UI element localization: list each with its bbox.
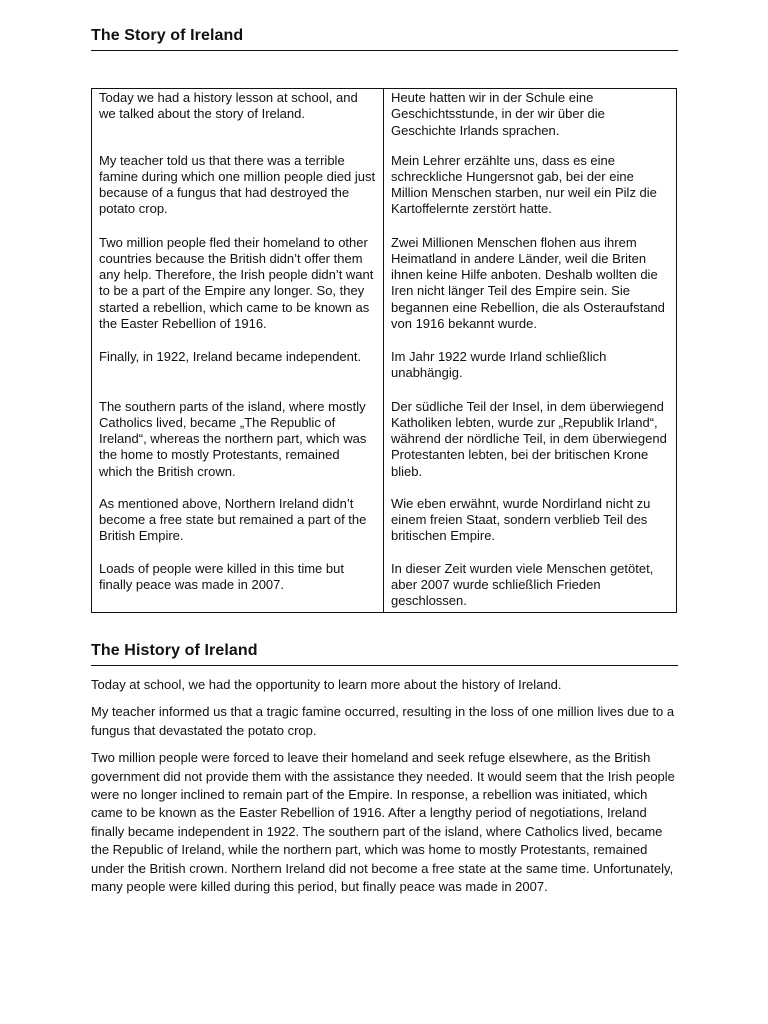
bilingual-story-table xyxy=(91,88,677,613)
german-cell xyxy=(384,349,677,399)
german-text: In dieser Zeit wurden viele Menschen getötet, aber 2007 wurde schließlich Frieden geschlossen. xyxy=(391,560,654,609)
table-row xyxy=(92,496,677,561)
german-text: Wie eben erwähnt, wurde Nordirland nicht zu einem freien Staat, sondern verblieb Teil des britischen Empire. xyxy=(391,495,651,544)
german-cell xyxy=(384,89,677,153)
english-text: As mentioned above, Northern Ireland didn’t become a free state but remained a part of the British Empire. xyxy=(99,495,367,544)
english-cell xyxy=(92,496,384,561)
english-text: My teacher told us that there was a terrible famine during which one million people died just because of a fungus that had destroyed the potato crop. xyxy=(99,152,376,217)
document-page xyxy=(91,26,678,895)
german-cell xyxy=(384,561,677,613)
section-title-history: The History of Ireland xyxy=(91,641,678,666)
english-cell xyxy=(92,235,384,349)
english-cell xyxy=(92,399,384,496)
german-cell xyxy=(384,399,677,496)
german-text: Heute hatten wir in der Schule eine Geschichtsstunde, in der wir über die Geschichte Irlands sprachen. xyxy=(391,90,605,138)
english-text: The southern parts of the island, where mostly Catholics lived, became „The Republic of Ireland“, whereas the northern part, which was the home to mostly Protestants, remained which the British crown. xyxy=(99,398,367,479)
german-text: Im Jahr 1922 wurde Irland schließlich unabhängig. xyxy=(391,348,607,380)
table-row xyxy=(92,349,677,399)
english-cell xyxy=(92,349,384,399)
table-row xyxy=(92,399,677,496)
history-paragraph: Today at school, we had the opportunity to learn more about the history of Ireland. xyxy=(91,677,562,692)
english-cell xyxy=(92,561,384,613)
history-section xyxy=(91,641,678,905)
table-row xyxy=(92,235,677,349)
english-text: Today we had a history lesson at school, and we talked about the story of Ireland. xyxy=(99,90,358,122)
table-row xyxy=(92,89,677,153)
history-paragraph: Two million people were forced to leave their homeland and seek refuge elsewhere, as the British government did not provide them with the assistance they needed. It would seem that the Irish people were no longer inclined to remain part of the Empire. In response, a rebellion was initiated, which came to be known as the Easter Rebellion of 1916. After a lengthy period of negotiations, Ireland finally became independent in 1922. The southern part of the island, where Catholics lived, became the Republic of Ireland, while the northern part, which was home to mostly Protestants, remained under the British crown. Northern Ireland did not become a free state at the same time. Unfortunately, many people were killed during this period, but finally peace was made in 2007. xyxy=(91,750,675,895)
german-cell xyxy=(384,496,677,561)
german-text: Der südliche Teil der Insel, in dem überwiegend Katholiken lebten, wurde zur „Republik Irland“, während der nördliche Teil, in dem überwiegend Protestanten lebten, bei der britischen Krone blieb. xyxy=(391,398,667,479)
german-cell xyxy=(384,235,677,349)
english-text: Loads of people were killed in this time but finally peace was made in 2007. xyxy=(99,560,344,592)
table-row xyxy=(92,561,677,613)
german-cell xyxy=(384,153,677,235)
german-text: Zwei Millionen Menschen flohen aus ihrem Heimatland in andere Länder, weil die Briten ihnen keine Hilfe anboten. Deshalb wollten die Iren nicht länger Teil des Empire sein. Sie begannen eine Rebellion, die als Osteraufstand von 1916 bekannt wurde. xyxy=(391,234,665,331)
section-title-story: The Story of Ireland xyxy=(91,26,678,51)
english-text: Finally, in 1922, Ireland became independent. xyxy=(99,348,362,364)
english-cell xyxy=(92,153,384,235)
english-cell xyxy=(92,89,384,153)
english-text: Two million people fled their homeland to other countries because the British didn’t offer them any help. Therefore, the Irish people didn’t want to be a part of the Empire any longer. So, they started a rebellion, which came to be known as the Easter Rebellion of 1916. xyxy=(99,234,374,331)
history-paragraph: My teacher informed us that a tragic famine occurred, resulting in the loss of one million lives due to a fungus that devastated the potato crop. xyxy=(91,704,675,738)
table-row xyxy=(92,153,677,235)
german-text: Mein Lehrer erzählte uns, dass es eine schreckliche Hungersnot gab, bei der eine Million Menschen starben, nur weil ein Pilz die Kartoffelernte zerstört hatte. xyxy=(391,152,657,217)
